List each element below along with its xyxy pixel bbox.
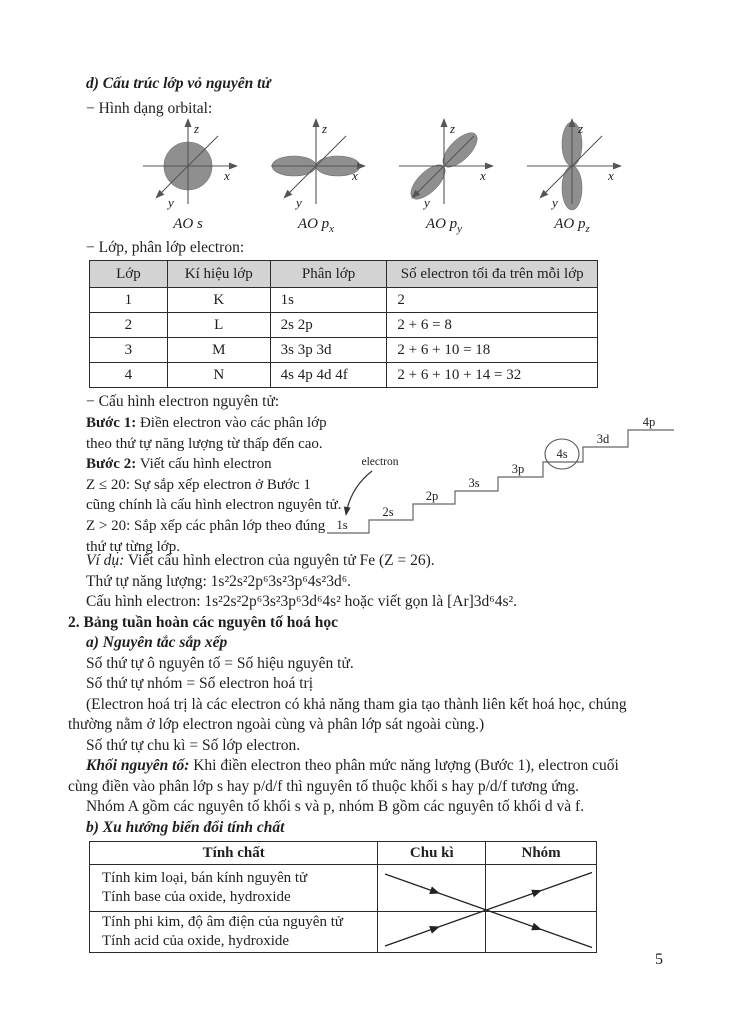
s-orbital-figure [128, 116, 248, 212]
orbital-diagrams-row [128, 116, 634, 240]
trend-property-line: Tính acid của oxide, hydroxide [102, 933, 290, 949]
trend-row-nonmetallic [90, 912, 597, 953]
z-axis-label: z [194, 121, 200, 136]
z-gt-20-paragraph: Z > 20: Sắp xếp các phân lớp theo đúng thứ tự từng lớp. [86, 517, 326, 555]
vi-du-paragraph: Ví dụ: Viết cấu hình electron của nguyên tử Fe (Z = 26). [86, 552, 435, 569]
level-3d-label: 3d [596, 432, 610, 446]
z-axis-label: z [450, 121, 456, 136]
shell-cell: 2 [90, 313, 168, 338]
shell-cell: N [167, 363, 270, 388]
trend-col-group: Nhóm [486, 842, 597, 865]
config-steps-column [68, 413, 344, 557]
shell-cell: 4s 4p 4d 4f [270, 363, 387, 388]
shell-cell: 2 + 6 + 10 = 18 [387, 338, 598, 363]
trend-row-metallic [90, 865, 597, 912]
trend-table [89, 841, 597, 953]
orbital-label-text: AO s [173, 216, 203, 232]
trend-period-cell [378, 912, 486, 953]
shell-table-row [90, 338, 598, 363]
z-axis-arrow-icon [185, 118, 192, 127]
step-2-label: Bước 2: [86, 456, 137, 473]
x-axis-arrow-icon [357, 163, 366, 170]
electron-config-label: − Cấu hình electron nguyên tử: [86, 393, 280, 410]
trend-col-period: Chu kì [378, 842, 486, 865]
period-number-paragraph: Số thứ tự chu kì = Số lớp electron. [86, 736, 301, 754]
group-number-paragraph: Số thứ tự nhóm = Số electron hoá trị [86, 675, 314, 692]
y-axis-label: y [296, 195, 302, 210]
z-axis-label: z [322, 121, 328, 136]
orbital-label-py [384, 214, 504, 240]
level-3s-label: 3s [468, 476, 480, 490]
orbital-diagram-px [256, 116, 376, 240]
shell-cell: 3s 3p 3d [270, 338, 387, 363]
trend-group-cell [486, 865, 597, 912]
section-2a-heading: a) Nguyên tắc sắp xếp [86, 634, 228, 651]
z-le-20-paragraph: Z ≤ 20: Sự sắp xếp electron ở Bước 1 cũng chính là cấu hình electron nguyên tử. [86, 476, 342, 514]
trend-group-cell [486, 912, 597, 953]
orbital-diagram-pz [512, 116, 632, 240]
valence-electron-paragraph: (Electron hoá trị là các electron có khả năng tham gia tạo thành liên kết hoá học, chúng thường nằm ở lớp electron ngoài cùng và phân lớp sát ngoài cùng.) [68, 695, 627, 733]
x-axis-label: x [352, 168, 358, 183]
shell-col-so-electron: Số electron tối đa trên mỗi lớp [387, 261, 598, 288]
x-axis-arrow-icon [485, 163, 494, 170]
trend-property-line: Tính base của oxide, hydroxide [102, 889, 291, 905]
orbital-label-text: AO p [297, 216, 330, 232]
shell-subshell-label: − Lớp, phân lớp electron: [86, 239, 245, 256]
level-2p-label: 2p [425, 489, 439, 503]
trend-col-property: Tính chất [90, 842, 378, 865]
level-4p-label: 4p [642, 415, 656, 429]
trend-period-cell [378, 865, 486, 912]
trend-property-line: Tính kim loại, bán kính nguyên tử [102, 870, 308, 886]
z-axis-arrow-icon [441, 118, 448, 127]
trend-header-row [90, 842, 597, 865]
shell-table-row [90, 313, 598, 338]
shell-table [89, 260, 598, 388]
trend-property-line: Tính phi kim, độ âm điện của nguyên tử [102, 914, 344, 930]
element-block-label: Khối nguyên tố: [86, 757, 190, 774]
shell-cell: K [167, 288, 270, 313]
shell-table-header-row [90, 261, 598, 288]
y-axis-label: y [552, 195, 558, 210]
x-axis-arrow-icon [229, 163, 238, 170]
shell-cell: 1s [270, 288, 387, 313]
step-1-paragraph: Bước 1: Điền electron vào các phân lớp theo thứ tự năng lượng từ thấp đến cao. [86, 415, 327, 452]
shell-table-row [90, 363, 598, 388]
shell-cell: 1 [90, 288, 168, 313]
orbital-label-text: AO p [425, 216, 458, 232]
section-2b-heading: b) Xu hướng biến đổi tính chất [86, 818, 285, 836]
electron-arrowhead-icon [342, 507, 350, 517]
electron-config-paragraph: Cấu hình electron: 1s²2s²2p⁶3s²3p⁶3d⁶4s² hoặc viết gọn là [Ar]3d⁶4s². [86, 593, 517, 610]
shell-cell: 4 [90, 363, 168, 388]
level-4s-label: 4s [556, 447, 568, 461]
main-text-block [68, 551, 642, 953]
orbital-label-px [256, 214, 376, 240]
pz-orbital-figure [512, 116, 632, 212]
z-axis-label: z [578, 121, 584, 136]
z-axis-arrow-icon [313, 118, 320, 127]
electron-label: electron [361, 456, 399, 468]
shell-col-phan-lop: Phân lớp [270, 261, 387, 288]
orbital-label-sub: x [329, 223, 335, 235]
staircase-line [327, 430, 674, 533]
orbital-label-sub: y [457, 223, 463, 235]
level-3p-label: 3p [511, 462, 525, 476]
trend-property-cell [90, 912, 378, 953]
orbital-label-text: AO p [554, 216, 586, 232]
x-axis-label: x [608, 168, 614, 183]
shell-cell: 2 + 6 = 8 [387, 313, 598, 338]
cell-number-paragraph: Số thứ tự ô nguyên tố = Số hiệu nguyên tử. [86, 654, 354, 672]
shell-cell: 2 [387, 288, 598, 313]
orbital-label-pz [512, 214, 632, 240]
section-d-heading: d) Cấu trúc lớp vỏ nguyên tử [86, 75, 271, 92]
vi-du-label: Ví dụ: [86, 552, 125, 569]
shell-cell: 3 [90, 338, 168, 363]
step-2-paragraph: Bước 2: Viết cấu hình electron [86, 456, 272, 473]
level-1s-label: 1s [336, 518, 348, 532]
x-axis-label: x [224, 168, 230, 183]
py-orbital-figure [384, 116, 504, 212]
orbital-shapes-label: − Hình dạng orbital: [86, 99, 213, 117]
energy-order-paragraph: Thứ tự năng lượng: 1s²2s²2p⁶3s²3p⁶4s²3d⁶. [86, 572, 351, 590]
orbital-label-s [128, 214, 248, 240]
shell-table-row [90, 288, 598, 313]
shell-cell: 2s 2p [270, 313, 387, 338]
section-d-block [68, 74, 642, 119]
shell-col-lop: Lớp [90, 261, 168, 288]
shell-col-ki-hieu: Kí hiệu lớp [167, 261, 270, 288]
y-axis-label: y [168, 195, 174, 210]
shell-cell: M [167, 338, 270, 363]
level-2s-label: 2s [382, 505, 394, 519]
orbital-diagram-py [384, 116, 504, 240]
y-axis-label: y [424, 195, 430, 210]
orbital-diagram-s [128, 116, 248, 240]
x-axis-label: x [480, 168, 486, 183]
trend-table-wrap [89, 841, 601, 953]
page-number: 5 [655, 951, 663, 968]
element-block-paragraph: Khối nguyên tố: Khi điền electron theo phân mức năng lượng (Bước 1), electron cuối cùng điền vào phân lớp s hay p/d/f thì nguyên tố thuộc khối s hay p/d/f tương ứng. [68, 757, 619, 795]
shell-cell: L [167, 313, 270, 338]
step-1-label: Bước 1: [86, 415, 137, 431]
section-2-heading: 2. Bảng tuần hoàn các nguyên tố hoá học [68, 613, 339, 631]
group-ab-paragraph: Nhóm A gồm các nguyên tố khối s và p, nhóm B gồm các nguyên tố khối d và f. [86, 798, 585, 815]
x-axis-arrow-icon [613, 163, 622, 170]
energy-level-staircase-diagram [322, 408, 678, 543]
shell-cell: 2 + 6 + 10 + 14 = 32 [387, 363, 598, 388]
trend-property-cell [90, 865, 378, 912]
px-orbital-figure [256, 116, 376, 212]
orbital-label-sub: z [585, 223, 590, 235]
